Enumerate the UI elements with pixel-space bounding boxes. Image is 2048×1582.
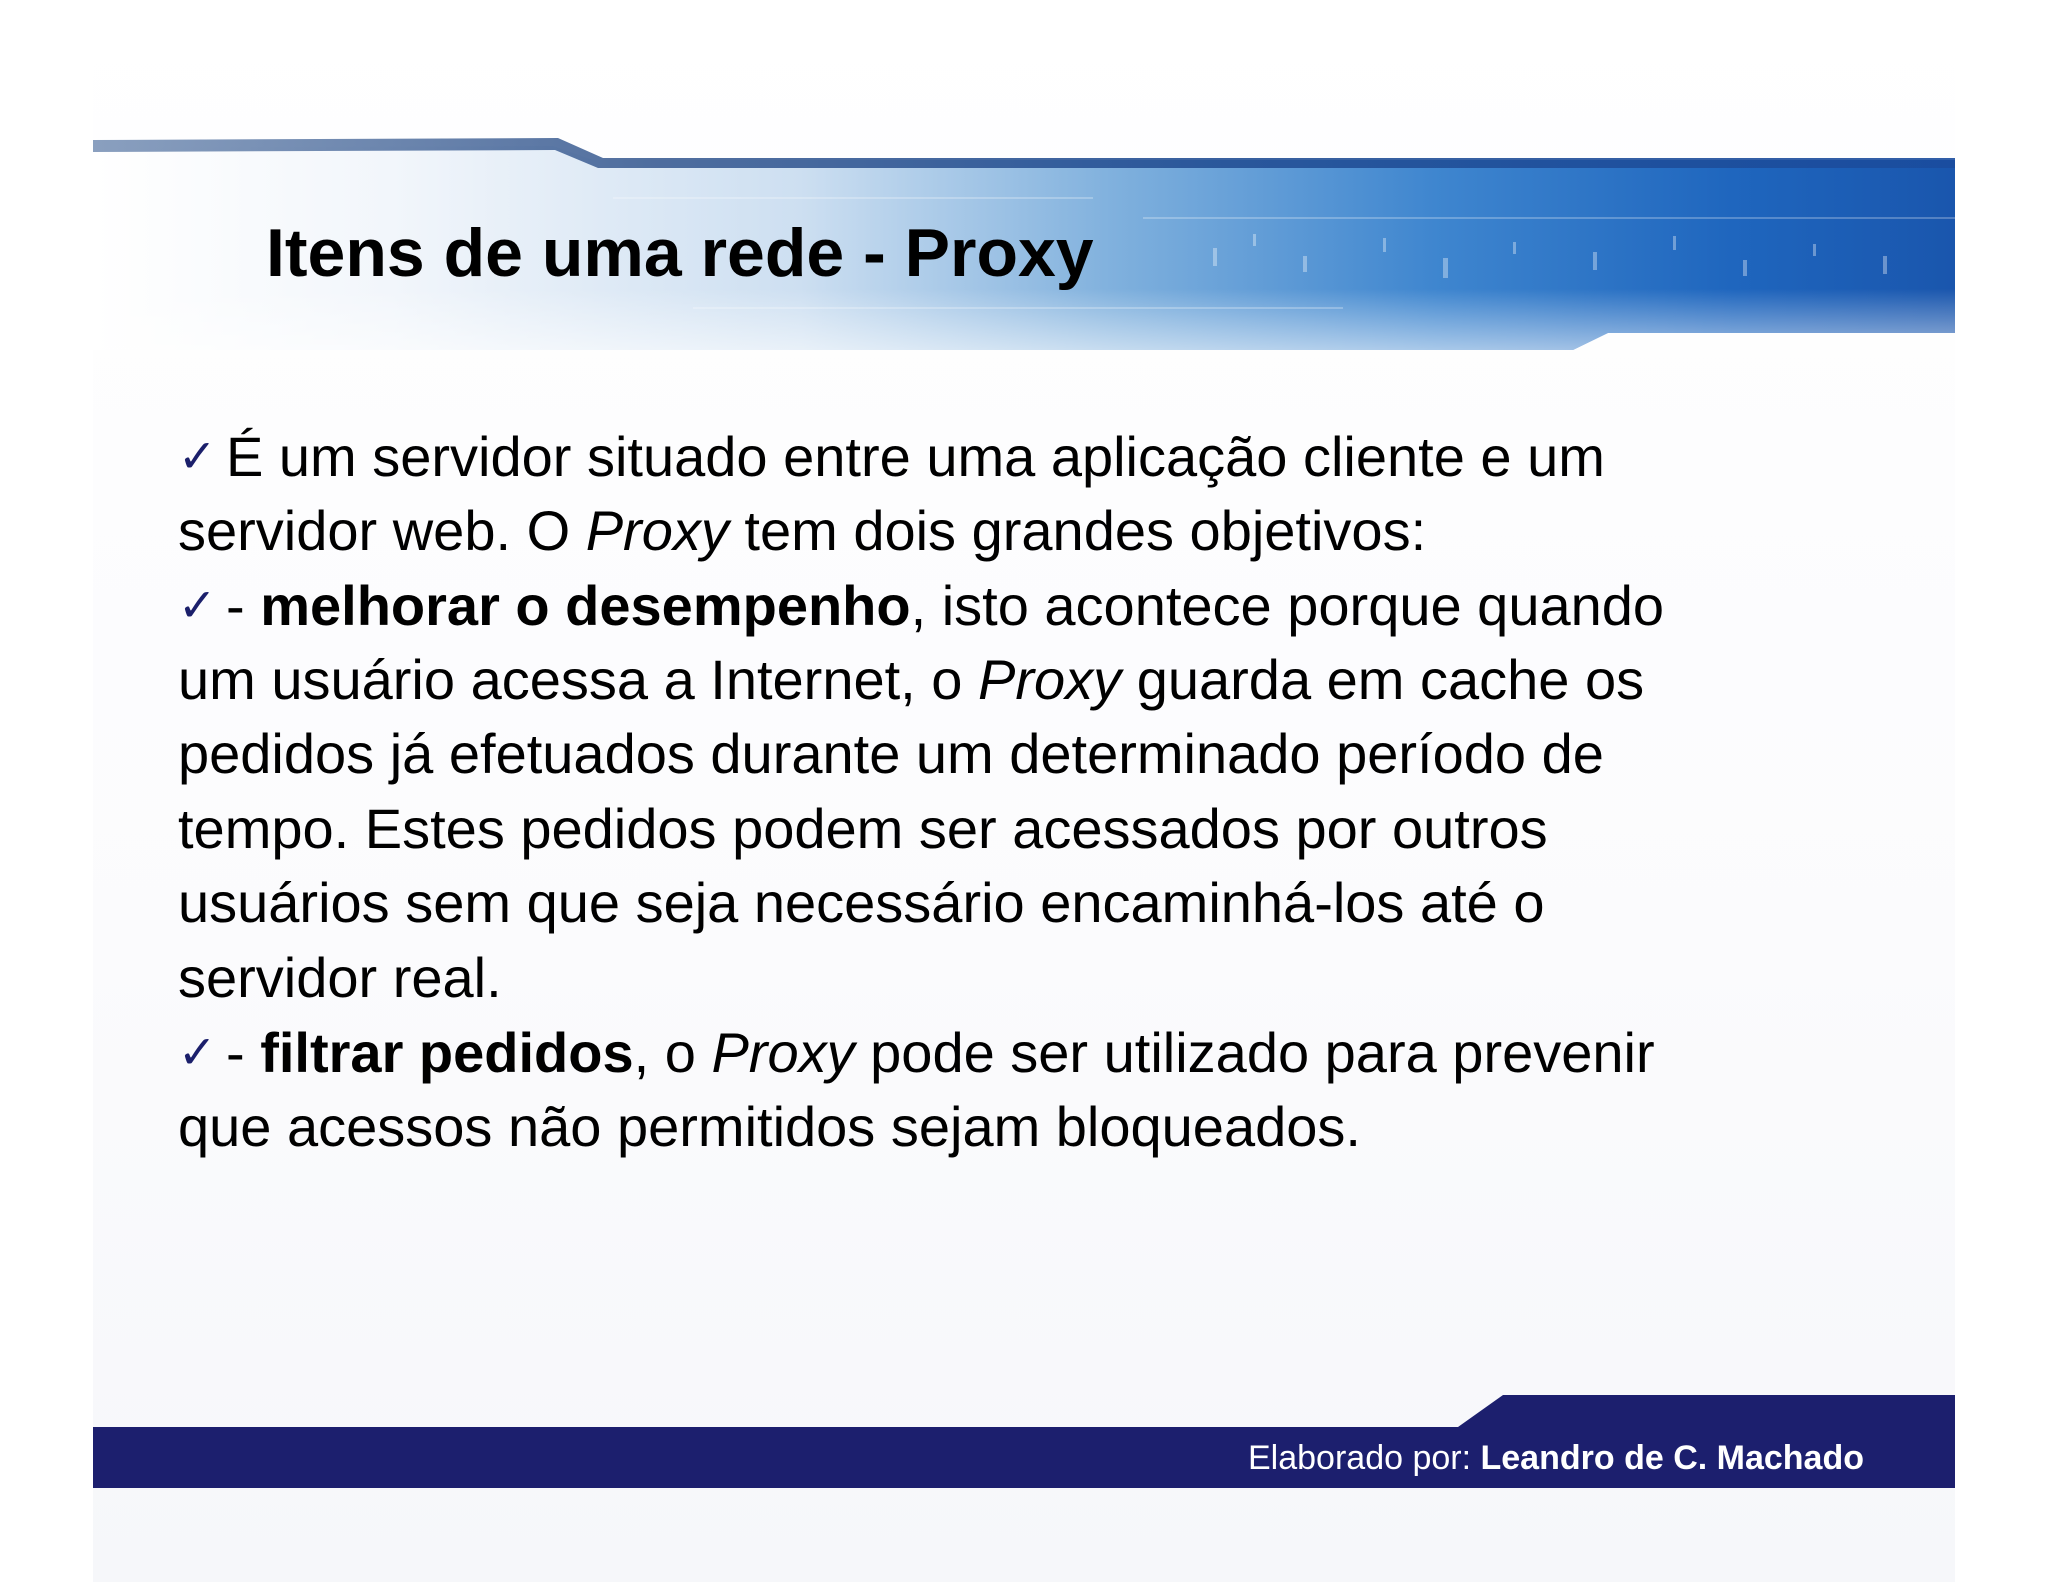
checkmark-icon: ✓ xyxy=(178,429,217,483)
body-text-bold: filtrar pedidos xyxy=(260,1021,634,1084)
body-text: É um servidor situado entre uma aplicação cliente e um xyxy=(226,425,1605,488)
body-line: usuários sem que seja necessário encaminhá-los até o xyxy=(178,871,1545,934)
checkmark-icon: ✓ xyxy=(178,1025,217,1079)
footer-credit xyxy=(1248,1437,1864,1479)
body-text: pode ser utilizado para prevenir xyxy=(854,1021,1655,1084)
footer-label: Elaborado por: xyxy=(1248,1439,1481,1477)
body-text: tem dois grandes objetivos: xyxy=(728,498,1427,562)
body-text: - xyxy=(226,574,261,637)
slide-title: Itens de uma rede - Proxy xyxy=(266,215,1094,291)
body-text: servidor web. O xyxy=(178,498,586,562)
body-line: tempo. Estes pedidos podem ser acessados por outros xyxy=(178,796,1548,860)
body-text: , o xyxy=(633,1021,712,1084)
slide-body xyxy=(178,419,1878,1164)
body-line xyxy=(178,568,1878,643)
body-text: um usuário acessa a Internet, o xyxy=(178,647,978,711)
body-line: que acessos não permitidos sejam bloqueados. xyxy=(178,1094,1361,1158)
body-text: guarda em cache os xyxy=(1121,647,1645,711)
body-text-italic: Proxy xyxy=(978,647,1122,711)
body-text-bold: melhorar o desempenho xyxy=(260,574,911,637)
body-line xyxy=(178,494,1878,569)
body-line xyxy=(178,1015,1878,1090)
body-line: pedidos já efetuados durante um determinado período de xyxy=(178,722,1604,785)
checkmark-icon: ✓ xyxy=(178,578,217,632)
body-line xyxy=(178,419,1878,494)
body-text: - xyxy=(226,1021,261,1084)
footer-author: Leandro de C. Machado xyxy=(1480,1439,1864,1477)
body-text-italic: Proxy xyxy=(711,1021,855,1084)
body-line: servidor real. xyxy=(178,945,502,1009)
body-text-italic: Proxy xyxy=(585,498,729,562)
body-text: , isto acontece porque quando xyxy=(910,574,1665,637)
footer-bar xyxy=(93,1393,1955,1488)
body-line xyxy=(178,643,1878,718)
